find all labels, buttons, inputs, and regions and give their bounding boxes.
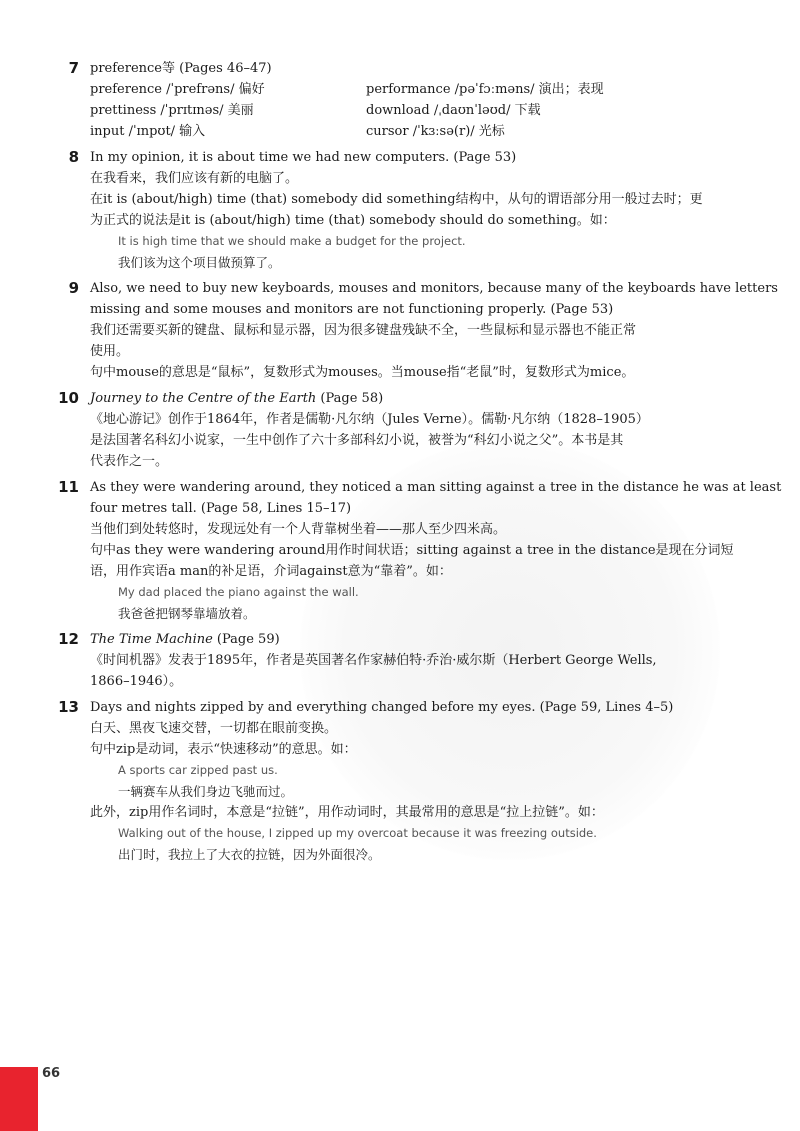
example-sentence: It is high time that we should make a budget for the project. <box>118 234 466 248</box>
vocab-item: cursor /ˈkɜːsə(r)/ 光标 <box>366 124 505 139</box>
page-tab-marker <box>0 1067 38 1131</box>
note-explanation: 代表作之一。 <box>90 454 169 469</box>
note-8 <box>0 147 800 273</box>
note-explanation: 语，用作宾语a man的补足语，介词against意为“靠着”。如： <box>90 564 452 579</box>
note-explanation: 《时间机器》发表于1895年，作者是英国著名作家赫伯特·乔治·威尔斯（Herbert George Wells, <box>90 653 657 668</box>
note-explanation: 为正式的说法是it is (about/high) time (that) somebody should do something。如： <box>90 213 616 228</box>
note-explanation: 此外，zip用作名词时，本意是“拉链”，用作动词时，其最常用的意思是“拉上拉链”。如： <box>90 805 604 820</box>
example-translation: 出门时，我拉上了大衣的拉链，因为外面很冷。 <box>118 847 381 862</box>
note-title: preference等 (Pages 46–47) <box>90 61 272 76</box>
note-10 <box>0 388 800 472</box>
vocab-item: input /ˈɪnpʊt/ 输入 <box>90 124 206 139</box>
note-translation: 我们还需要买新的键盘、鼠标和显示器，因为很多键盘残缺不全，一些鼠标和显示器也不能正常 <box>90 323 637 338</box>
page-ref: (Page 58) <box>316 391 384 406</box>
note-number: 10 <box>58 389 79 407</box>
note-translation: 白天、黑夜飞速交替，一切都在眼前变换。 <box>90 721 338 736</box>
note-explanation: 是法国著名科幻小说家，一生中创作了六十多部科幻小说，被誉为“科幻小说之父”。本书是其 <box>90 433 624 448</box>
note-sentence: As they were wandering around, they noticed a man sitting against a tree in the distance he was at least <box>90 480 782 495</box>
note-13 <box>0 697 800 865</box>
note-title <box>90 629 760 650</box>
note-number: 13 <box>58 698 79 716</box>
note-title <box>90 388 760 409</box>
note-number: 9 <box>68 279 79 297</box>
note-12 <box>0 629 800 692</box>
note-explanation: 在it is (about/high) time (that) somebody did something结构中，从句的谓语部分用一般过去时；更 <box>90 192 703 207</box>
note-sentence: Also, we need to buy new keyboards, mouses and monitors, because many of the keyboards have letters <box>90 281 778 296</box>
note-9 <box>0 278 800 383</box>
note-11 <box>0 477 800 624</box>
vocab-item: preference /ˈprefrəns/ 偏好 <box>90 82 265 97</box>
note-sentence: Days and nights zipped by and everything changed before my eyes. (Page 59, Lines 4–5) <box>90 700 674 715</box>
note-explanation: 句中zip是动词，表示“快速移动”的意思。如： <box>90 742 357 757</box>
example-sentence: Walking out of the house, I zipped up my overcoat because it was freezing outside. <box>118 826 597 840</box>
note-translation: 在我看来，我们应该有新的电脑了。 <box>90 171 299 186</box>
page-ref: (Page 59) <box>212 632 280 647</box>
example-translation: 一辆赛车从我们身边飞驰而过。 <box>118 784 294 799</box>
vocab-item: prettiness /ˈprɪtɪnəs/ 美丽 <box>90 103 254 118</box>
notes-page <box>0 58 800 870</box>
note-translation: 当他们到处转悠时，发现远处有一个人背靠树坐着——那人至少四米高。 <box>90 522 507 537</box>
note-number: 11 <box>58 478 79 496</box>
note-number: 8 <box>68 148 79 166</box>
book-title: The Time Machine <box>90 632 213 647</box>
note-explanation: 1866–1946）。 <box>90 674 183 689</box>
note-7 <box>0 58 800 142</box>
vocabulary-list <box>90 79 760 142</box>
example-translation: 我爸爸把钢琴靠墙放着。 <box>118 606 256 621</box>
note-sentence: In my opinion, it is about time we had new computers. (Page 53) <box>90 150 517 165</box>
note-explanation: 句中mouse的意思是“鼠标”，复数形式为mouses。当mouse指“老鼠”时，复数形式为mice。 <box>90 365 635 380</box>
book-title: Journey to the Centre of the Earth <box>90 391 317 406</box>
note-number: 12 <box>58 630 79 648</box>
note-number: 7 <box>68 59 79 77</box>
example-sentence: A sports car zipped past us. <box>118 763 278 777</box>
note-explanation: 《地心游记》创作于1864年，作者是儒勒·凡尔纳（Jules Verne）。儒勒·凡尔纳（1828–1905） <box>90 412 649 427</box>
example-sentence: My dad placed the piano against the wall. <box>118 585 359 599</box>
vocab-item: download /ˌdaʊnˈləʊd/ 下载 <box>366 103 541 118</box>
note-translation: 使用。 <box>90 344 130 359</box>
page-number: 66 <box>42 1066 61 1081</box>
note-sentence: four metres tall. (Page 58, Lines 15–17) <box>90 501 352 516</box>
vocab-item: performance /pəˈfɔːməns/ 演出；表现 <box>366 82 604 97</box>
example-translation: 我们该为这个项目做预算了。 <box>118 255 281 270</box>
note-explanation: 句中as they were wandering around用作时间状语；sitting against a tree in the distance是现在分词短 <box>90 543 734 558</box>
note-sentence: missing and some mouses and monitors are not functioning properly. (Page 53) <box>90 302 614 317</box>
